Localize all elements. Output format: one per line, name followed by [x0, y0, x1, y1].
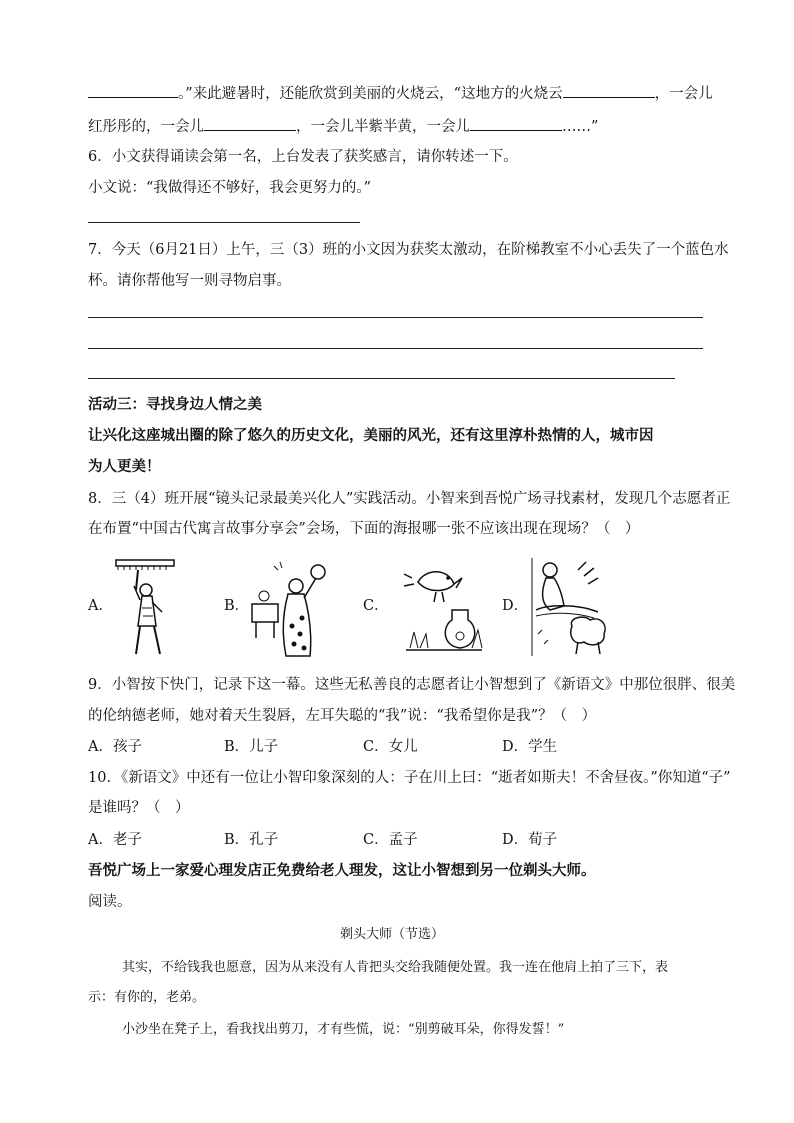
passage-p2: 小沙坐在凳子上，看我找出剪刀，才有些慌，说：“别剪破耳朵，你得发誓！”: [122, 1022, 565, 1037]
q6-quote: 小文说：“我做得还不够好，我会更努力的。”: [88, 180, 372, 196]
q9-option-c[interactable]: C．女儿: [363, 739, 418, 755]
q6-prompt: 6．小文获得诵读会第一名，上台发表了获奖感言，请你转述一下。: [88, 149, 518, 165]
answer-blank[interactable]: [563, 82, 655, 98]
barber-intro: 吾悦广场上一家爱心理发店正免费给老人理发，这让小智想到另一位剃头大师。: [88, 862, 596, 879]
poster-c-illustration[interactable]: [398, 560, 490, 656]
activity3-intro-line2: 为人更美！: [88, 458, 161, 475]
answer-blank[interactable]: [88, 82, 178, 98]
answer-blank[interactable]: [470, 115, 562, 131]
q7-answer-line-1[interactable]: [88, 317, 703, 318]
q7-line1: 7．今天（6月21日）上午，三（3）班的小文因为获奖太激动，在阶梯教室不小心丢失了一个蓝色水: [88, 242, 729, 258]
q9-option-d[interactable]: D．学生: [502, 739, 558, 755]
q9-option-a[interactable]: A．孩子: [88, 739, 142, 755]
q10-option-c[interactable]: C．孟子: [363, 832, 418, 848]
q7-answer-line-3[interactable]: [88, 378, 675, 379]
reading-label: 阅读。: [88, 894, 132, 910]
q7-line2: 杯。请你帮他写一则寻物启事。: [88, 273, 291, 289]
q5-line1: 。”来此避暑时，还能欣赏到美丽的火烧云，“这地方的火烧云 ，一会儿: [88, 82, 713, 104]
q10-option-b[interactable]: B．孔子: [224, 832, 279, 848]
activity3-title: 活动三：寻找身边人情之美: [88, 396, 262, 413]
activity3-intro-line1: 让兴化这座城出圈的除了悠久的历史文化，美丽的风光，还有这里淳朴热情的人，城市因: [88, 427, 654, 444]
q8-option-b-label: B．: [224, 598, 250, 614]
q8-option-d-label: D．: [502, 598, 529, 614]
passage-title: 剃头大师（节选）: [340, 927, 445, 942]
answer-blank[interactable]: [204, 115, 296, 131]
poster-a-illustration[interactable]: [112, 556, 180, 660]
q9-line2: 的伦纳德老师，她对着天生裂唇，左耳失聪的“我”说：“我希望你是我”？（ ）: [88, 708, 597, 724]
q10-line2: 是谁吗？（ ）: [88, 800, 190, 816]
q8-line2: 在布置“中国古代寓言故事分享会”会场，下面的海报哪一张不应该出现在现场？（ ）: [88, 521, 640, 537]
passage-p1-line2: 示：有你的，老弟。: [88, 990, 206, 1005]
q9-line1: 9．小智按下快门，记录下这一幕。这些无私善良的志愿者让小智想到了《新语文》中那位很胖、很美: [88, 677, 736, 693]
q10-option-a[interactable]: A．老子: [88, 832, 142, 848]
q10-option-d[interactable]: D．荀子: [502, 832, 558, 848]
q6-answer-line[interactable]: [88, 222, 360, 223]
q9-option-b[interactable]: B．儿子: [224, 739, 279, 755]
passage-p1-line1: 其实，不给钱我也愿意，因为从来没有人肯把头交给我随便处置。我一连在他肩上拍了三下，表: [122, 960, 669, 975]
q8-line1: 8．三（4）班开展“镜头记录最美兴化人”实践活动。小智来到吾悦广场寻找素材，发现几个志愿者正: [88, 491, 731, 507]
poster-d-illustration[interactable]: [528, 554, 616, 660]
q8-option-a-label: A．: [88, 598, 113, 614]
poster-b-illustration[interactable]: [246, 556, 330, 660]
q10-line1: 10．《新语文》中还有一位让小智印象深刻的人：子在川上曰：“逝者如斯夫！不舍昼夜。”你知道“子”: [88, 770, 731, 786]
q5-line2: 红彤彤的，一会儿 ，一会儿半紫半黄，一会儿 ……”: [88, 115, 598, 137]
q7-answer-line-2[interactable]: [88, 348, 703, 349]
q8-option-c-label: C．: [363, 598, 389, 614]
